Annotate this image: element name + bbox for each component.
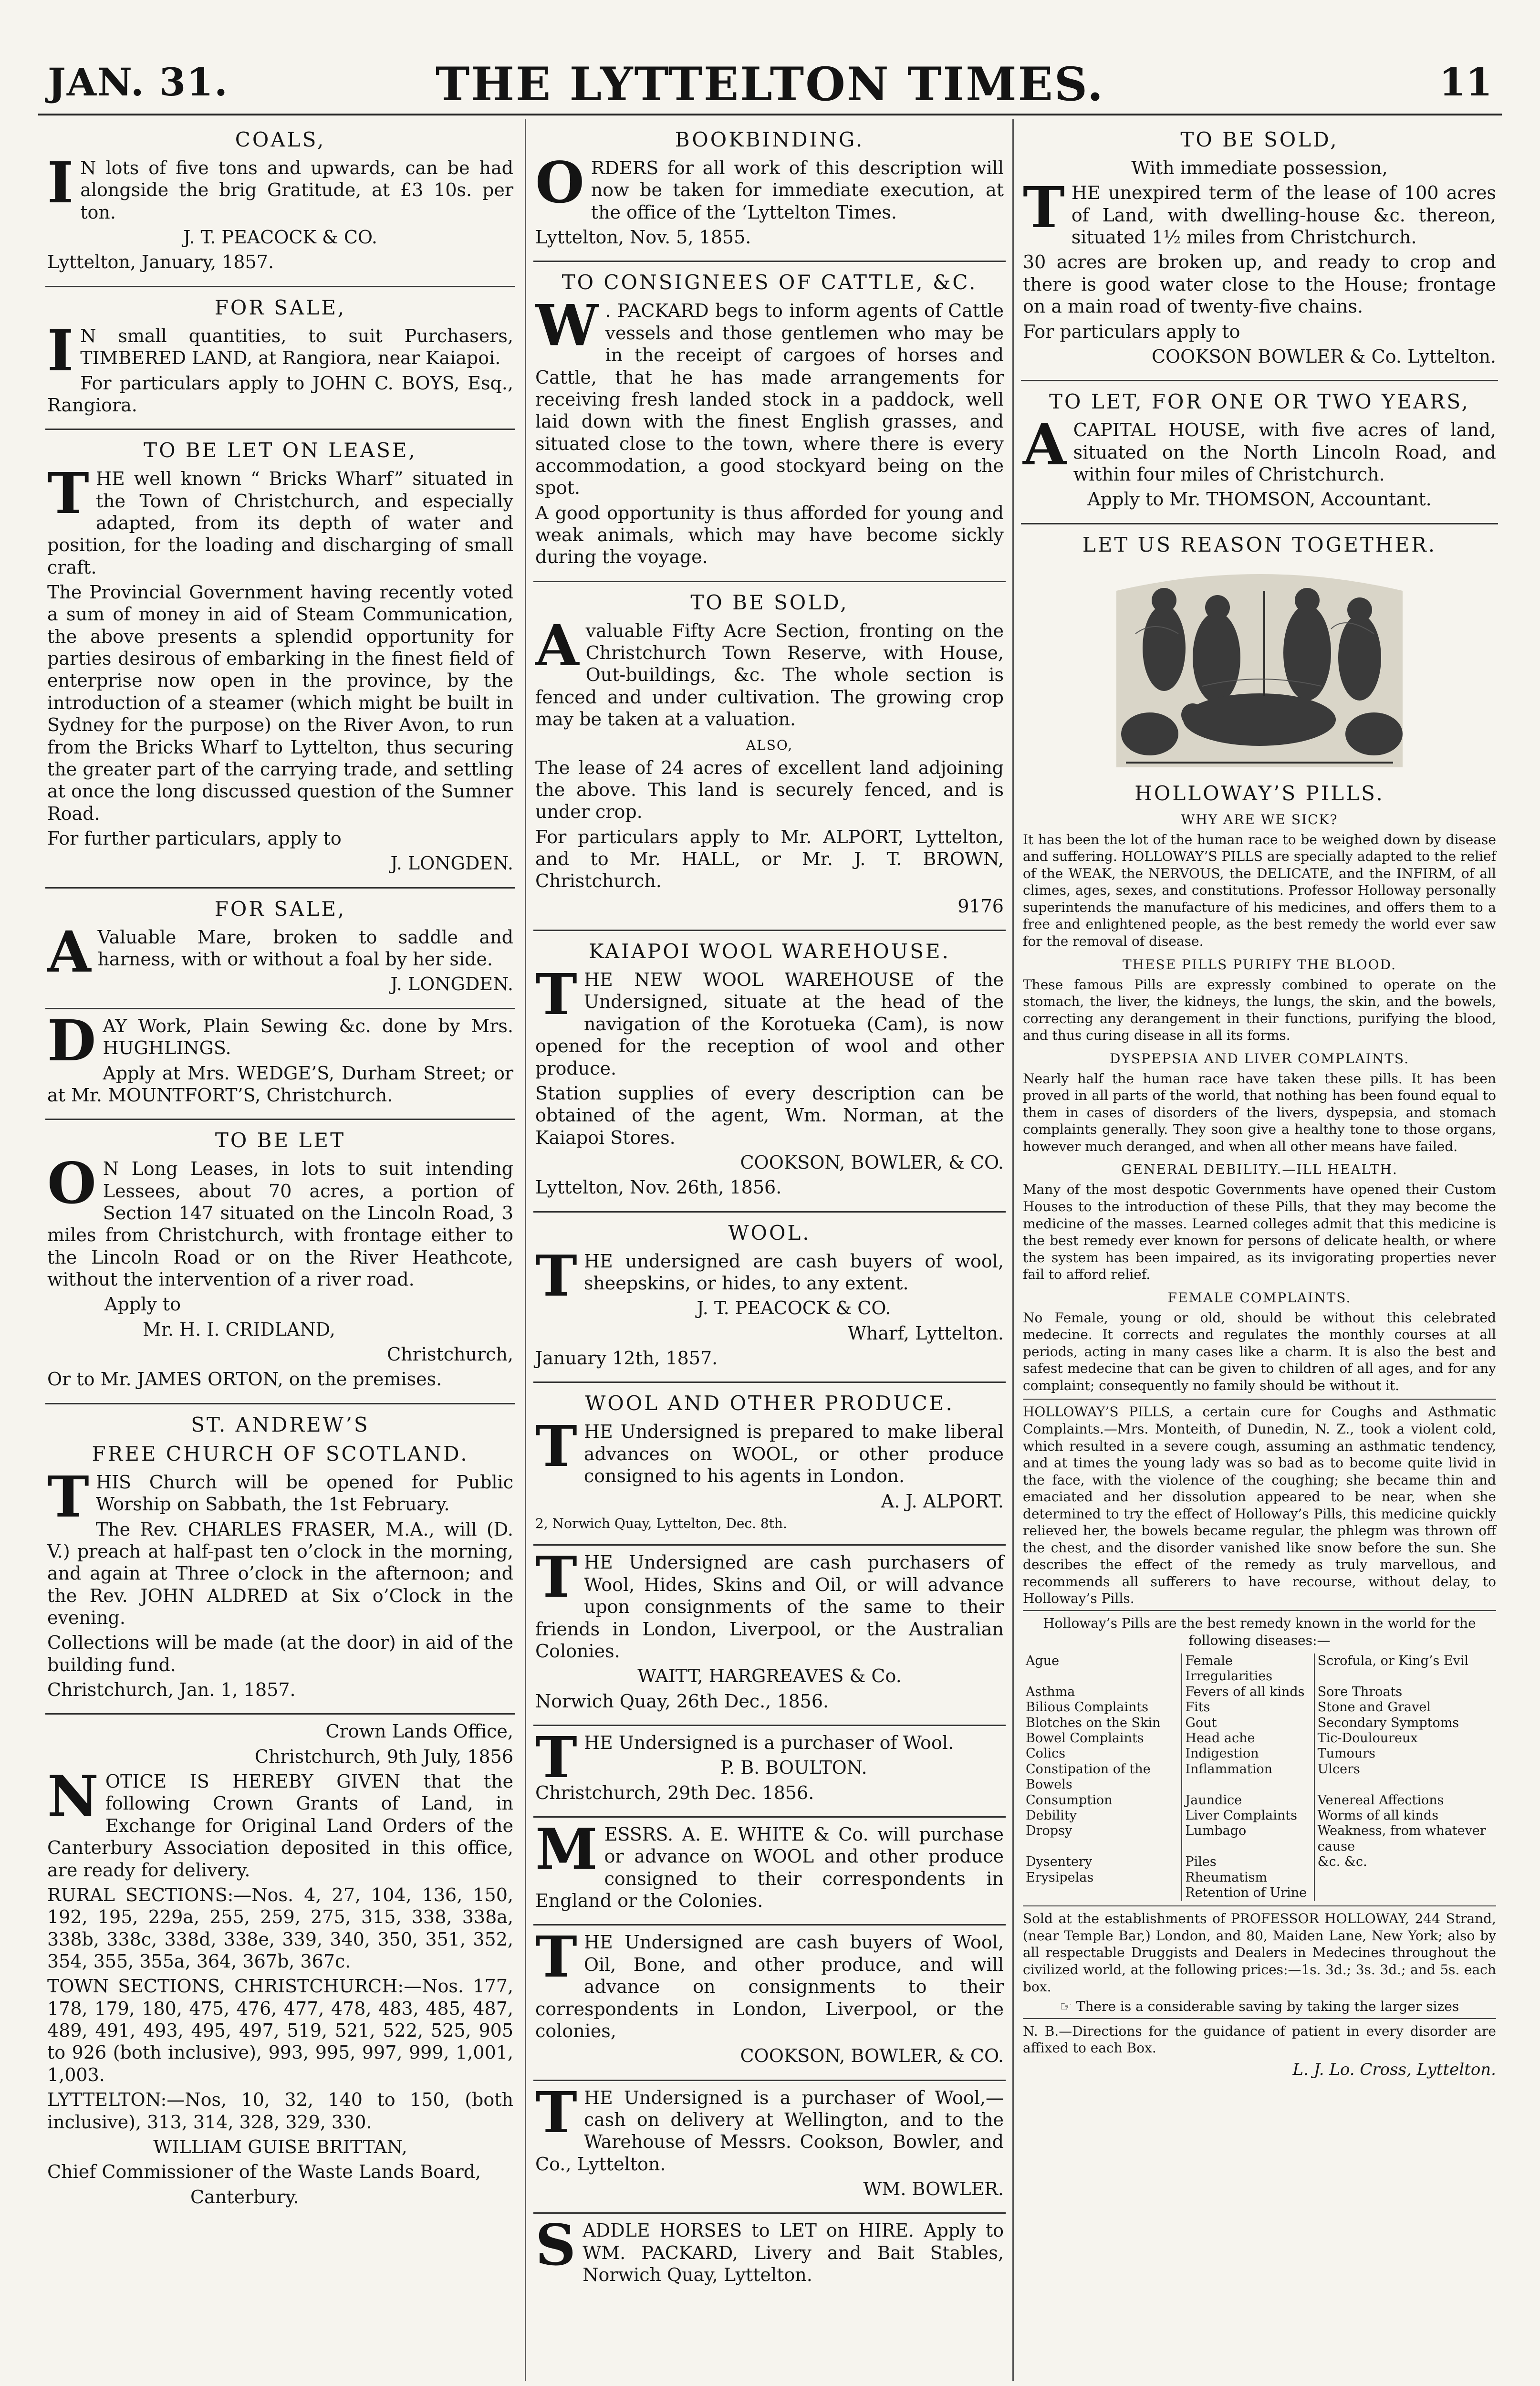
column-1 [45,119,515,2220]
ad-body: HE Undersigned are cash purchasers of Wool, Hides, Skins and Oil, or will advance upon consignments of the same to their friends in London, Liverpool, or the Australian Colonies. [535,1552,1004,1662]
ad-body: For particulars apply to Mr. ALPORT, Lyttelton, and to Mr. HALL, or Mr. J. T. BROWN, Christchurch. [535,826,1004,892]
section-heading: DYSPEPSIA AND LIVER COMPLAINTS. [1110,1050,1409,1067]
ad-day-work [45,1009,515,1120]
ad-body: For particulars apply to [1023,321,1240,342]
drop-cap: T [1023,174,1065,241]
ad-body: Apply at Mrs. WEDGE’S, Durham Street; or at Mr. MOUNTFORT’S, Christchurch. [47,1062,513,1106]
column-divider [525,119,526,2381]
ad-body: LYTTELTON:—Nos, 10, 32, 140 to 150, (both inclusive), 313, 314, 328, 329, 330. [47,2089,513,2133]
section-heading: WHY ARE WE SICK? [1181,811,1338,827]
ad-holloway [1021,524,1498,2093]
disease-cell: Blotches on the Skin [1026,1715,1161,1730]
ad-title: COALS, [235,128,326,151]
disease-cell: Consumption [1026,1792,1113,1808]
ad-body: A good opportunity is thus afforded for young and weak animals, which may have become sickly during the voyage. [535,502,1004,568]
ad-signature: COOKSON, BOWLER, & CO. [740,1151,1004,1173]
ad-body: The Rev. CHARLES FRASER, M.A., will (D. V.) preach at half-past ten o’clock in the morning, and again at Three o’clock in the afternoon; and the Rev. JOHN ALDRED at Six o’Clock in the evening. [47,1518,513,1628]
ad-date: Lyttelton, January, 1857. [47,251,274,273]
ad-body: HIS Church will be opened for Public Worship on Sabbath, the 1st February. [95,1471,513,1515]
ad-body: CAPITAL HOUSE, with five acres of land, situated on the North Lincoln Road, and within four miles of Christchurch. [1073,419,1496,485]
disease-cell [1314,1870,1496,1885]
drop-cap: T [47,460,89,527]
disease-cell: Rheumatism [1182,1870,1314,1885]
table-intro: Holloway’s Pills are the best remedy known in the world for the following diseases:— [1023,1610,1496,1649]
disease-cell: Head ache [1182,1731,1314,1746]
disease-cell: Fits [1182,1700,1314,1715]
ad-place: Christchurch, [387,1344,513,1365]
ad-signature: WAITT, HARGREAVES & Co. [637,1665,902,1687]
disease-cell: Indigestion [1182,1746,1314,1761]
disease-cell: Gout [1182,1716,1314,1731]
drop-cap: I [47,317,74,384]
disease-row [1023,1823,1496,1854]
newspaper-title: THE LYTTELTON TIMES. [435,57,1105,111]
disease-cell: Dropsy [1026,1823,1072,1839]
disease-row [1023,1870,1496,1885]
ad-body: Valuable Mare, broken to saddle and harness, with or without a foal by her side. [97,926,513,970]
ad-coals [45,119,515,287]
ad-body: RDERS for all work of this description will now be taken for immediate execution, at the office of the ‘Lyttelton Times. [591,157,1004,223]
ad-saddle-horses [533,2214,1006,2298]
ad-to-be-sold-section [533,582,1006,931]
printer-signature: L. J. Lo. Cross, Lyttelton. [1292,2060,1496,2079]
ad-title: TO CONSIGNEES OF CATTLE, &C. [562,271,978,294]
disease-cell: Lumbago [1182,1823,1314,1854]
disease-cell: Dysentery [1026,1854,1093,1870]
ad-body: N small quantities, to suit Purchasers, TIMBERED LAND, at Rangiora, near Kaiapoi. [80,325,513,369]
drop-cap: A [535,612,579,679]
disease-row [1023,1746,1496,1761]
ad-body: For particulars apply to JOHN C. BOYS, Esq., Rangiora. [47,372,513,416]
ad-place: Wharf, Lyttelton. [847,1322,1004,1344]
disease-cell: Asthma [1026,1684,1075,1699]
ad-date: Christchurch, 9th July, 1856 [254,1746,513,1767]
drop-cap: A [47,918,91,985]
ad-note: N. B.—Directions for the guidance of patient in every disorder are affixed to each Box. [1023,2018,1496,2057]
ad-body: TOWN SECTIONS, CHRISTCHURCH:—Nos. 177, 178, 179, 180, 475, 476, 477, 478, 483, 485, 487, 489, 491, 493, 495, 497, 519, 521, 522, 525, 905 to 926 (both inclusive), 993, 995, 997, 999, 1,001, 1,003. [47,1976,513,2085]
drop-cap: O [47,1150,96,1217]
disease-cell: Tic-Douloureux [1314,1731,1496,1746]
ad-lease-for-sale [1021,119,1498,381]
ad-title: ST. ANDREW’S [191,1413,370,1436]
disease-cell: Worms of all kinds [1314,1808,1496,1823]
ad-body: The lease of 24 acres of excellent land adjoining the above. This land is securely fenced, and is under crop. [535,757,1004,823]
disease-cell: Liver Complaints [1182,1808,1314,1823]
disease-row [1023,1854,1496,1870]
ad-headline: LET US REASON TOGETHER. [1082,533,1437,556]
ad-signature: P. B. BOULTON. [720,1757,867,1779]
ad-wool-produce [533,1383,1006,1546]
ad-date: Lyttelton, Nov. 26th, 1856. [535,1177,782,1198]
ad-body: HE Undersigned is a purchaser of Wool. [583,1732,954,1753]
ad-signature: WILLIAM GUISE BRITTAN, [153,2136,407,2157]
disease-cell: Ague [1026,1653,1060,1669]
section-heading: GENERAL DEBILITY.—ILL HEALTH. [1121,1162,1398,1178]
column-divider [1012,119,1014,2381]
disease-cell: Fevers of all kinds [1182,1685,1314,1700]
disease-cell: Colics [1026,1746,1066,1761]
ad-title: FOR SALE, [214,897,346,921]
drop-cap: D [47,1007,96,1074]
ad-bowler [533,2081,1006,2214]
ad-body: HE undersigned are cash buyers of wool, sheepskins, or hides, to any extent. [583,1250,1004,1294]
ad-body: HE Undersigned is prepared to make liberal advances on WOOL, or other produce consigned to his agents in London. [583,1421,1004,1487]
drop-cap: T [535,1724,577,1790]
drop-cap: I [47,149,74,216]
disease-cell: Debility [1026,1808,1077,1823]
page-header [38,57,1502,110]
ad-body: It has been the lot of the human race to be weighed down by disease and suffering. HOLLOWAY’S PILLS are specially adapted to the relief of the WEAK, the NERVOUS, the DELICATE, and the INFIRM, of all climes, ages, sexes, and constitutions. Professor Holloway personally superintends the manufacture of his medicines, and offers them to a free and enlightened people, as the best remedy the world ever saw for the removal of disease. [1023,831,1496,949]
ad-date: Norwich Quay, 26th Dec., 1856. [535,1690,829,1712]
drop-cap: T [47,1463,89,1530]
ad-address: 2, Norwich Quay, Lyttelton, Dec. 8th. [535,1515,787,1531]
ad-crown-lands [45,1715,515,2220]
disease-row [1023,1762,1496,1793]
ad-title: TO BE SOLD, [1180,128,1339,151]
ad-body: HE Undersigned are cash buyers of Wool, Oil, Bone, and other produce, and will advance on consignments to their correspondents in London, Liverpool, or the colonies, [535,1932,1004,2041]
disease-row [1023,1793,1496,1808]
ad-title: TO BE LET [215,1129,346,1152]
ad-signature: COOKSON, BOWLER, & CO. [740,2045,1004,2067]
testimonial: HOLLOWAY’S PILLS, a certain cure for Coughs and Asthmatic Complaints.—Mrs. Monteith, of Dunedin, N. Z., took a violent cold, which resulted in a severe cough, assuming an asthmatic tendency, and at times the young lady was so bad as to become quite livid in the face, with the violence of the coughing; she became thin and emaciated and her dissolution appeared to be near, when she determined to try the effect of Holloway’s Pills, this medicine quickly relieved her, the bowels became regular, the phlegm was thrown off the chest, and the disorder vanished like snow before the sun. She describes the effect of the remedy as truly marvellous, and recommends all sufferers to have recourse, without delay, to Holloway’s Pills. [1023,1399,1496,1607]
disease-cell: Sore Throats [1314,1685,1496,1700]
ad-body: Apply to [104,1294,181,1315]
drop-cap: T [535,961,577,1028]
disease-row [1023,1685,1496,1700]
ad-date: Lyttelton, Nov. 5, 1855. [535,227,751,248]
header-rule [38,114,1502,115]
ad-body: OTICE IS HEREBY GIVEN that the following Crown Grants of Land, in Exchange for Original Land Orders of the Canterbury Association deposited in this office, are ready for delivery. [47,1771,513,1881]
ad-boulton [533,1726,1006,1818]
section-heading: FEMALE COMPLAINTS. [1167,1289,1352,1306]
drop-cap: T [535,1924,577,1990]
ad-title: KAIAPOI WOOL WAREHOUSE. [589,940,950,963]
ad-body: N lots of five tons and upwards, can be had alongside the brig Gratitude, at £3 10s. per ton. [80,157,513,223]
disease-cell: Erysipelas [1026,1870,1094,1885]
ad-white [533,1818,1006,1926]
drop-cap: N [47,1763,99,1830]
ad-signature: J. T. PEACOCK & CO. [697,1298,891,1319]
drop-cap: T [535,1242,577,1309]
disease-table [1023,1653,1496,1901]
disease-cell: Scrofula, or King’s Evil [1314,1653,1496,1685]
disease-cell: Inflammation [1182,1762,1314,1793]
ad-signature: J. LONGDEN. [390,973,513,995]
ad-signature: Apply to Mr. THOMSON, Accountant. [1087,489,1432,510]
engraving-illustration [1107,562,1412,777]
issue-date: JAN. 31. [48,60,229,105]
page-number: 11 [1439,60,1492,105]
ad-signature: A. J. ALPORT. [881,1490,1004,1512]
disease-cell: Jaundice [1182,1793,1314,1808]
ad-body: . PACKARD begs to inform agents of Cattle vessels and those gentlemen who may be in the receipt of cargoes of horses and Cattle, that he has made arrangements for receiving fresh landed stock in a paddock, well laid down with the finest English grasses, and situated close to the town, where there is every accommodation, a good stockyard being on the spot. [535,300,1004,499]
ad-body: N Long Leases, in lots to suit intending Lessees, about 70 acres, a portion of Section 147 situated on the Lincoln Road, 3 miles from Christchurch, with frontage either to the Lincoln Road or on the River Heathcote, without the intervention of a river road. [47,1158,513,1290]
ad-bookbinding [533,119,1006,262]
holloway-body [1023,812,1496,2080]
drop-cap: T [535,1544,577,1611]
drop-cap: M [535,1816,598,1883]
ad-title: FREE CHURCH OF SCOTLAND. [92,1442,469,1465]
ad-title: TO LET, FOR ONE OR TWO YEARS, [1049,390,1470,414]
ad-for-sale-mare [45,889,515,1009]
disease-cell: Bowel Complaints [1026,1731,1144,1746]
ad-body: ESSRS. A. E. WHITE & Co. will purchase or advance on WOOL and other produce consigned to their correspondents in England or the Colonies. [535,1824,1004,1912]
ad-signature: COOKSON BOWLER & Co. Lyttelton. [1151,345,1496,367]
ad-signature: WM. BOWLER. [863,2178,1004,2200]
disease-cell: Weakness, from whatever cause [1314,1823,1496,1854]
disease-row [1023,1700,1496,1715]
disease-cell: Retention of Urine [1182,1885,1314,1901]
drop-cap: T [535,2079,577,2145]
ad-lease-wharf [45,430,515,888]
ad-title: BOOKBINDING. [675,128,864,151]
ad-cookson [533,1926,1006,2081]
ad-reference: 9176 [957,895,1004,917]
ad-body: 30 acres are broken up, and ready to crop and there is good water close to the House; frontage on a main road of twenty-five chains. [1023,251,1496,317]
ad-wool-warehouse [533,931,1006,1213]
ad-body: Station supplies of every description can be obtained of the agent, Wm. Norman, at the Kaiapoi Stores. [535,1082,1004,1148]
ad-body: valuable Fifty Acre Section, fronting on the Christchurch Town Reserve, with House, Out-buildings, &c. The whole section is fenced and under cultivation. The growing crop may be taken at a valuation. [535,620,1004,730]
ad-signature: J. T. PEACOCK & CO. [183,227,377,248]
ad-body: HE unexpired term of the lease of 100 acres of Land, with dwelling-house &c. thereon, situated 1½ miles from Christchurch. [1071,182,1496,248]
ad-date: January 12th, 1857. [535,1348,718,1369]
column-3 [1021,119,1498,2093]
column-2 [533,119,1006,2299]
ad-body: HE well known “ Bricks Wharf” situated in the Town of Christchurch, and especially adapted, from its depth of water and position, for the loading and discharging of small craft. [47,468,513,578]
ad-place: Crown Lands Office, [325,1721,513,1742]
ad-body: No Female, young or old, should be without this celebrated medecine. It corrects and regulates the monthly courses at all periods, acting in many cases like a charm. It is also the best and safest medecine that can be given to children of all ages, and for any complaint; consequently no family should be without it. [1023,1309,1496,1393]
drop-cap: O [535,149,584,216]
drop-cap: T [535,1413,577,1480]
ad-house-to-let [1021,381,1498,524]
ad-title: FOR SALE, [214,295,346,319]
ad-date: Christchurch, 29th Dec. 1856. [535,1782,814,1803]
ad-body: For further particulars, apply to [47,827,342,849]
ad-body: Collections will be made (at the door) in aid of the building fund. [47,1632,513,1675]
ad-body: Many of the most despotic Governments have opened their Custom Houses to the introduction of these Pills, that they may become the medicine of the masses. Learned colleges admit that this medicine is the best remedy ever known for persons of delicate health, or where the system has been impaired, as its invigorating properties never fail to afford relief. [1023,1182,1496,1283]
disease-cell: Female Irregularities [1182,1653,1314,1685]
ad-body: HE Undersigned is a purchaser of Wool,—cash on delivery at Wellington, and to the Warehouse of Messrs. Cookson, Bowler, and Co., Lyttelton. [535,2087,1004,2175]
disease-row [1023,1808,1496,1823]
disease-row [1023,1731,1496,1746]
disease-cell: Tumours [1314,1746,1496,1761]
disease-cell: Venereal Affections [1314,1793,1496,1808]
ad-subtitle: ALSO, [746,737,793,753]
ad-subtitle: With immediate possession, [1131,157,1388,178]
ad-title: WOOL AND OTHER PRODUCE. [585,1392,954,1415]
disease-row [1023,1653,1496,1685]
ad-title: WOOL. [728,1221,811,1245]
disease-cell: Ulcers [1314,1762,1496,1793]
ad-place: Canterbury. [190,2186,299,2208]
ad-to-be-let [45,1120,515,1404]
disease-cell: &c. &c. [1314,1854,1496,1870]
ad-date: Christchurch, Jan. 1, 1857. [47,1679,296,1701]
disease-cell: Bilious Complaints [1026,1700,1149,1715]
ad-body: These famous Pills are expressly combined to operate on the stomach, the liver, the kidneys, the lungs, the skin, and the bowels, correcting any derangement in their functions, purifying the blood, and thus curing disease in all its forms. [1023,976,1496,1044]
ad-body: Or to Mr. JAMES ORTON, on the premises. [47,1369,442,1390]
ad-body: RURAL SECTIONS:—Nos. 4, 27, 104, 136, 150, 192, 195, 229a, 255, 259, 275, 315, 338, 338a, 338b, 338c, 338d, 338e, 339, 340, 350, 351, 352, 354, 355, 355a, 364, 367b, 367c. [47,1884,513,1972]
ad-body: HE NEW WOOL WAREHOUSE of the Undersigned, situate at the head of the navigation of the Korotueka (Cam), is now opened for the reception of wool and other produce. [535,969,1004,1079]
disease-cell [1314,1885,1496,1901]
ad-signature: Mr. H. I. CRIDLAND, [143,1319,335,1340]
disease-cell: Constipation of the Bowels [1026,1761,1151,1792]
ad-body: AY Work, Plain Sewing &c. done by Mrs. HUGHLINGS. [103,1015,513,1059]
ad-wool [533,1213,1006,1383]
ad-cattle [533,262,1006,582]
drop-cap: S [535,2212,576,2279]
ad-waitt-hargreaves [533,1546,1006,1726]
product-title: HOLLOWAY’S PILLS. [1134,781,1384,805]
ad-body: Chief Commissioner of the Waste Lands Board, [47,2161,481,2183]
ad-for-sale-timber [45,287,515,430]
ad-church [45,1404,515,1715]
ad-body: Sold at the establishments of PROFESSOR HOLLOWAY, 244 Strand, (near Temple Bar,) London, and 80, Maiden Lane, New York; also by all respectable Druggists and Dealers in Medecines throughout the civilized world, at the following prices:—1s. 3d.; 3s. 3d.; and 5s. each box. [1023,1905,1496,1995]
disease-row [1023,1716,1496,1731]
ad-title: TO BE SOLD, [690,590,849,614]
ad-signature: J. LONGDEN. [390,853,513,874]
disease-cell [1023,1885,1182,1901]
disease-row [1023,1885,1496,1901]
drop-cap: A [1023,411,1067,478]
disease-cell: Piles [1182,1854,1314,1870]
ad-note: ☞ There is a considerable saving by taking the larger sizes [1060,1999,1459,2015]
disease-cell: Stone and Gravel [1314,1700,1496,1715]
section-heading: THESE PILLS PURIFY THE BLOOD. [1123,956,1396,973]
ad-body: ADDLE HORSES to LET on HIRE. Apply to WM. PACKARD, Livery and Bait Stables, Norwich Quay, Lyttelton. [583,2220,1004,2286]
ad-title: TO BE LET ON LEASE, [144,439,417,462]
drop-cap: W [535,292,599,359]
ad-body: Nearly half the human race have taken these pills. It has been proved in all parts of the world, that nothing has been found equal to them in cases of disorders of the livers, dyspepsia, and stomach complaints generally. They soon give a healthy tone to those organs, however much deranged, and when all other means have failed. [1023,1070,1496,1154]
disease-cell: Secondary Symptoms [1314,1716,1496,1731]
ad-body: The Provincial Government having recently voted a sum of money in aid of Steam Communication, the above presents a splendid opportunity for parties desirous of embarking in the finest field of enterprise now open in the province, by the introduction of a steamer (which might be built in Sydney for the purpose) on the River Avon, to run from the Bricks Wharf to Lyttelton, thus securing the greater part of the carrying trade, and settling at once the long discussed question of the Sumner Road. [47,582,513,824]
